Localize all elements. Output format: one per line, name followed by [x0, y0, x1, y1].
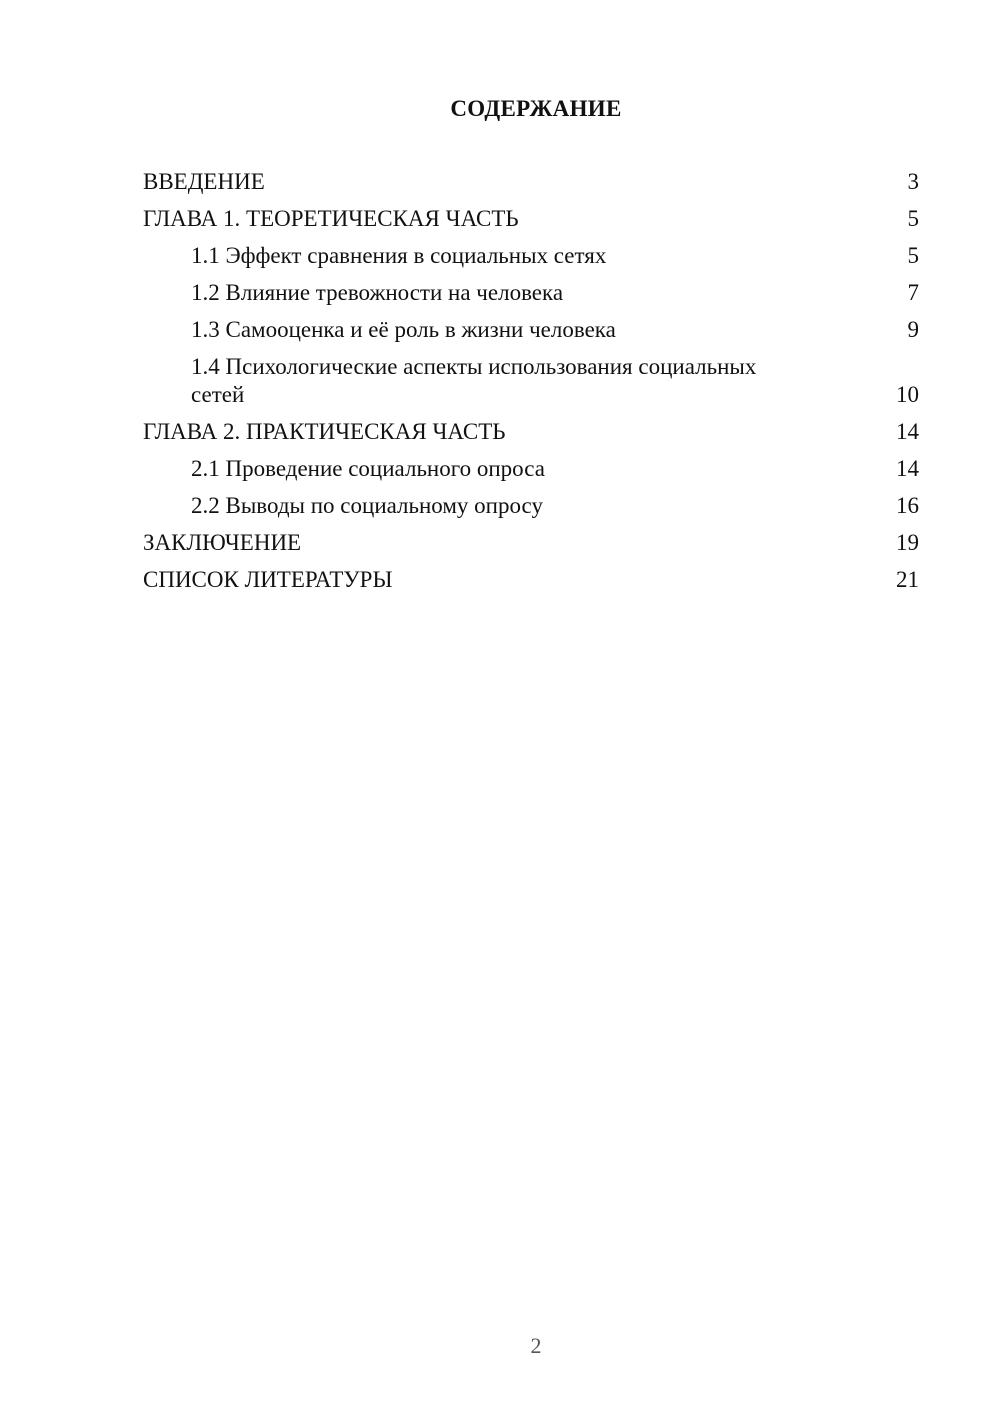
toc-entry-page: 7: [907, 280, 919, 305]
toc-entry-label: 1.4 Психологические аспекты использования социальных сетей: [191, 354, 757, 407]
toc-entry: [143, 242, 919, 270]
toc-entry-page: 5: [907, 206, 919, 231]
toc-entry-page: 9: [907, 317, 919, 342]
toc-entry-page: 16: [896, 492, 919, 518]
toc-entry-label: 1.2 Влияние тревожности на человека: [191, 280, 564, 305]
toc-entry: [143, 353, 919, 408]
toc-entry-label: 2.1 Проведение социального опроса: [191, 455, 545, 481]
toc-entry: [143, 492, 919, 520]
toc-entry: [143, 455, 919, 483]
toc-entry-label: ГЛАВА 1. ТЕОРЕТИЧЕСКАЯ ЧАСТЬ: [143, 206, 519, 231]
toc-entry: [143, 566, 919, 594]
toc-entry-page: 14: [896, 418, 919, 444]
toc-entry-page: 5: [907, 243, 919, 268]
table-of-contents: [143, 168, 919, 603]
toc-entry: [143, 168, 919, 196]
toc-entry-label: 1.1 Эффект сравнения в социальных сетях: [191, 243, 607, 268]
toc-entry: [143, 529, 919, 557]
toc-entry-page: 21: [896, 566, 919, 592]
toc-entry-page: 3: [907, 169, 919, 194]
toc-entry-label: 2.2 Выводы по социальному опросу: [191, 492, 543, 518]
toc-entry-label: СПИСОК ЛИТЕРАТУРЫ: [143, 566, 393, 592]
toc-entry-label: ЗАКЛЮЧЕНИЕ: [143, 529, 302, 555]
page-number: 2: [530, 1333, 542, 1358]
toc-entry-label: 1.3 Самооценка и её роль в жизни человека: [191, 317, 616, 342]
toc-entry-page: 10: [896, 381, 919, 407]
toc-entry: [143, 316, 919, 344]
toc-title: СОДЕРЖАНИЕ: [450, 96, 622, 121]
toc-entry: [143, 205, 919, 233]
toc-entry-page: 19: [896, 529, 919, 555]
toc-entry-page: 14: [896, 455, 919, 481]
toc-entry-label: ГЛАВА 2. ПРАКТИЧЕСКАЯ ЧАСТЬ: [143, 418, 506, 444]
toc-entry-label: ВВЕДЕНИЕ: [143, 169, 265, 194]
toc-entry: [143, 418, 919, 446]
toc-entry: [143, 279, 919, 307]
